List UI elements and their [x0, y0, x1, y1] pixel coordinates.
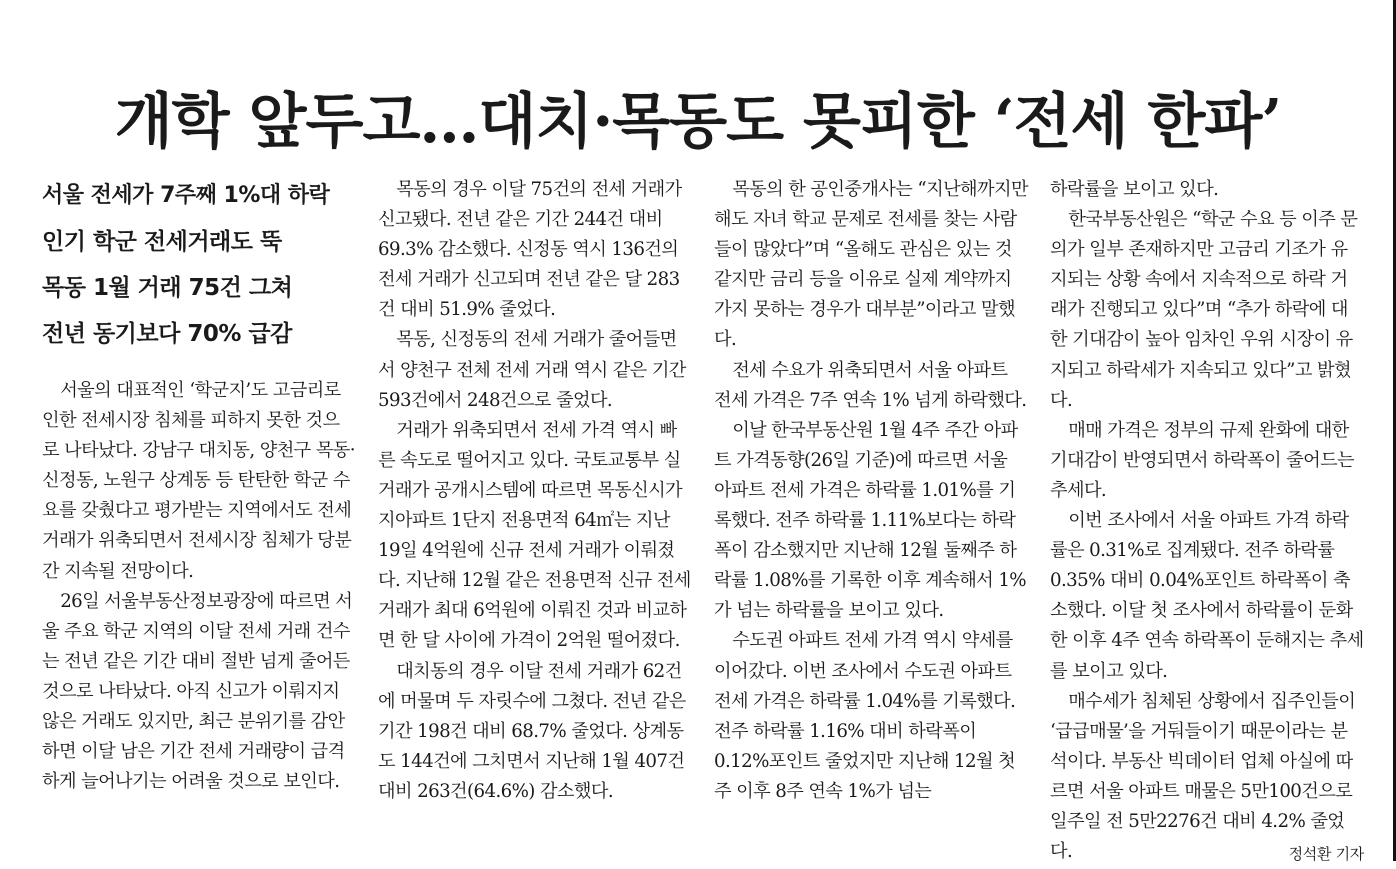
paragraph: [1050, 687, 1364, 868]
byline: 정석환 기자: [1288, 845, 1364, 864]
paragraph: 전세 수요가 위축되면서 서울 아파트 전세 가격은 7주 연속 1% 넘게 하락했다.: [714, 359, 1027, 411]
paragraph: 이날 한국부동산원 1월 4주 주간 아파트 가격동향(26일 기준)에 따르면 서울 아파트 전세 가격은 하락률 1.01%를 기록했다. 전주 하락률 1.11%보다는 하락폭이 감소했지만 지난해 12월 둘째주 하락률 1.08%를 기록한 이후 계속해서 1%가 넘는 하락률을 보이고 있다.: [714, 419, 1026, 622]
paragraph: 매매 가격은 정부의 규제 완화에 대한 기대감이 반영되면서 하락폭이 줄어드는 추세다.: [1050, 419, 1355, 501]
article-column-3: [714, 175, 1028, 807]
subheadline: 전년 동기보다 70% 급감: [42, 321, 292, 347]
paragraph: 서울의 대표적인 ‘학군지’도 고금리로 인한 전세시장 침체를 피하지 못한 것으로 나타났다. 강남구 대치동, 양천구 목동·신정동, 노원구 상계동 등 탄탄한 학군 수요를 갖췄다고 평가받는 지역에서도 전세 거래가 위축되면서 전세시장 침체가 당분간 지속될 전망이다.: [42, 380, 355, 582]
paragraph: 대치동의 경우 이달 전세 거래가 62건에 머물며 두 자릿수에 그쳤다. 전년 같은 기간 198건 대비 68.7% 줄었다. 상계동도 144건에 그치면서 지난해 1월 407건 대비 263건(64.6%) 감소했다.: [378, 660, 686, 802]
subheadline: 서울 전세가 7주째 1%대 하락: [42, 183, 330, 208]
paragraph: 목동의 한 공인중개사는 “지난해까지만 해도 자녀 학교 문제로 전세를 찾는 사람들이 많았다”며 “올해도 관심은 있는 것 같지만 금리 등을 이유로 실제 계약까지 가지 못하는 경우가 대부분”이라고 말했다.: [714, 179, 1028, 351]
subheadline-block: [42, 173, 362, 357]
paragraph: 목동의 경우 이달 75건의 전세 거래가 신고됐다. 전년 같은 기간 244건 대비 69.3% 감소했다. 신정동 역시 136건의 전세 거래가 신고되며 전년 같은 달 283건 대비 51.9% 줄었다.: [378, 179, 682, 321]
paragraph: 26일 서울부동산정보광장에 따르면 서울 주요 학군 지역의 이달 전세 거래 건수는 전년 같은 기간 대비 절반 넘게 줄어든 것으로 나타났다. 아직 신고가 이뤄지지 않은 거래도 있지만, 최근 분위기를 감안하면 이달 남은 기간 전세 거래량이 급격하게 늘어나기는 어려울 것으로 보인다.: [42, 590, 353, 793]
headline: 개학 앞두고…대치·목동도 못피한 ‘전세 한파’: [114, 87, 1282, 158]
paragraph: 한국부동산원은 “학군 수요 등 이주 문의가 일부 존재하지만 고금리 기조가 유지되는 상황 속에서 지속적으로 하락 거래가 진행되고 있다”며 “추가 하락에 대한 기대감이 높아 임차인 우위 시장이 유지되고 하락세가 지속되고 있다”고 밝혔다.: [1050, 209, 1358, 411]
paragraph: 거래가 위축되면서 전세 가격 역시 빠른 속도로 떨어지고 있다. 국토교통부 실거래가 공개시스템에 따르면 목동신시가지아파트 1단지 전용면적 64㎡는 지난 19일 4억원에 신규 전세 거래가 이뤄졌다. 지난해 12월 같은 전용면적 신규 전세 거래가 최대 6억원에 이뤄진 것과 비교하면 한 달 사이에 가격이 2억원 떨어졌다.: [378, 419, 691, 652]
article-column-1: [42, 376, 356, 797]
subheadline: 인기 학군 전세거래도 뚝: [42, 229, 282, 255]
paragraph: 목동, 신정동의 전세 거래가 줄어들면서 양천구 전체 전세 거래 역시 같은 기간 593건에서 248건으로 줄었다.: [378, 329, 686, 411]
article-column-4: [1050, 175, 1364, 869]
paragraph: 수도권 아파트 전세 가격 역시 약세를 이어갔다. 이번 조사에서 수도권 아파트 전세 가격은 하락률 1.04%를 기록했다. 전주 하락률 1.16% 대비 하락폭이 0.12%포인트 줄었지만 지난해 12월 첫 주 이후 8주 연속 1%가 넘는: [714, 630, 1016, 802]
paragraph: 이번 조사에서 서울 아파트 가격 하락률은 0.31%로 집계됐다. 전주 하락률 0.35% 대비 0.04%포인트 하락폭이 축소했다. 이달 첫 조사에서 하락률이 둔화한 이후 4주 연속 하락폭이 둔해지는 추세를 보이고 있다.: [1050, 510, 1364, 682]
paragraph-text: 매수세가 침체된 상황에서 집주인들이 ‘급급매물’을 거둬들이기 때문이라는 분석이다. 부동산 빅데이터 업체 아실에 따르면 서울 아파트 매물은 5만100건으로 일주일 전 5만2276건 대비 4.2% 줄었다.: [1050, 690, 1356, 863]
paragraph-continued: 하락률을 보이고 있다.: [1050, 179, 1219, 200]
article-column-2: [378, 175, 692, 807]
subheadline: 목동 1월 거래 75건 그쳐: [42, 275, 293, 301]
